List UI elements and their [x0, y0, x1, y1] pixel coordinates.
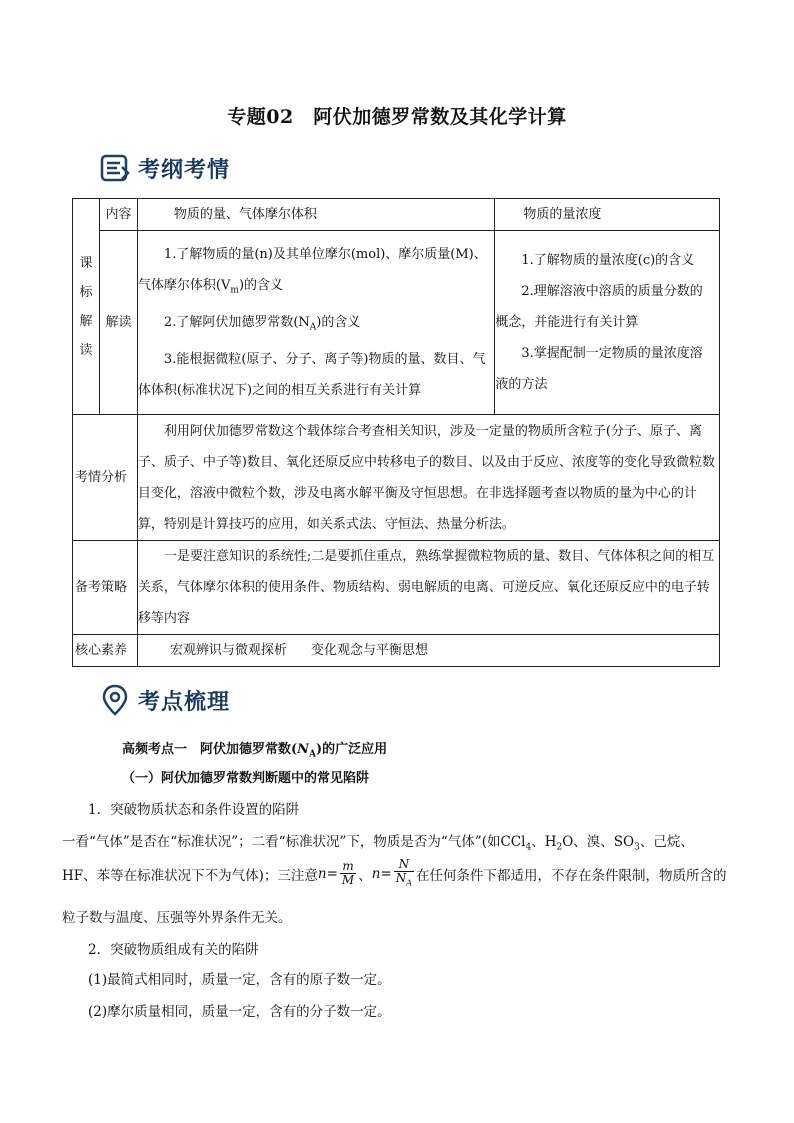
kaodian-heading: 高频考点一 阿伏加德罗常数$(N_A)$的广泛应用	[122, 742, 388, 760]
location-pin-icon	[100, 684, 130, 716]
kaoqing-label: 考情分析	[73, 415, 138, 541]
section-header-kaodian	[100, 682, 230, 718]
beikao-label: 备考策略	[73, 541, 138, 635]
document-title: 专题02 阿伏加德罗常数及其化学计算	[227, 106, 567, 128]
para-1: 一看“气体”是否在“标准状况”；二看“标准状况”下，物质是否为“气体”(如CCl$_4$、$H_2O$、溴、$SO_3$、己烷、	[62, 834, 694, 853]
para-3: 粒子数与温度、压强等外界条件无关。	[62, 910, 292, 926]
header-content: 内容	[99, 199, 137, 231]
group-label-cell: 课 标 解 读	[73, 199, 100, 415]
sub-heading: （一）阿伏加德罗常数判断题中的常见陷阱	[122, 771, 370, 786]
hexin-items: 宏观辨识与微观探析 变化观念与平衡思想	[137, 635, 719, 667]
formula-m-over-M: $\frac{m}{M}$	[341, 859, 355, 888]
beikao-text: 一是要注意知识的系统性;二是要抓住重点，熟练掌握微粒物质的量、数目、气体体积之间的相互关系，气体摩尔体积的使用条件、物质结构、弱电解质的电离、可逆反应、氧化还原反应中的电子转移等内容	[137, 541, 719, 635]
section-header-kaogang	[100, 150, 230, 186]
jiedu-label: 解读	[99, 231, 137, 415]
formula-N-over-NA: $\frac{N}{N_A}$	[395, 857, 413, 888]
section-title: 考点梳理	[138, 689, 231, 715]
header-col2: 物质的量、气体摩尔体积	[137, 199, 494, 231]
para-2: HF、苯等在标准状况下不为气体)；三注意 n = $\frac{m}{M}$ 、 n = $\frac{N}{N_A}$ 在任何条件下都适用，不存在条件限制，物质所含的	[62, 857, 727, 888]
jiedu-left-cell: 1.了解物质的量(n)及其单位摩尔(mol)、摩尔质量(M)、气体摩尔体积$(V_m)$的含义 2.了解阿伏加德罗常数$(N_A)$的含义 3.能根据微粒(原子、分子、离子等)物质的量、数目、气体体积(标准状况下)之间的相互关系进行有关计算	[137, 231, 494, 415]
item-2: 2．突破物质组成有关的陷阱	[88, 942, 259, 958]
header-col3: 物质的量浓度	[495, 199, 720, 231]
jiedu-right-cell: 1.了解物质的量浓度(c)的含义 2.理解溶液中溶质的质量分数的概念，并能进行有关计算 3.掌握配制一定物质的量浓度溶液的方法	[495, 231, 720, 415]
item-1: 1．突破物质状态和条件设置的陷阱	[88, 802, 300, 818]
para-5: (2)摩尔质量相同，质量一定，含有的分子数一定。	[88, 1004, 391, 1020]
list-icon	[100, 153, 130, 183]
kaoqing-text: 利用阿伏加德罗常数这个载体综合考查相关知识，涉及一定量的物质所含粒子(分子、原子、离子、质子、中子等)数目、氧化还原反应中转移电子的数目、以及由于反应、浓度等的变化导致微粒数目变化，溶液中微粒个数，涉及电离水解平衡及守恒思想。在非选择题考查以物质的量为中心的计算，特别是计算技巧的应用，如关系式法、守恒法、热量分析法。	[137, 415, 719, 541]
para-4: (1)最简式相同时，质量一定，含有的原子数一定。	[88, 972, 391, 988]
hexin-label: 核心素养	[73, 635, 138, 667]
syllabus-table	[72, 198, 720, 667]
section-title: 考纲考情	[138, 157, 231, 183]
